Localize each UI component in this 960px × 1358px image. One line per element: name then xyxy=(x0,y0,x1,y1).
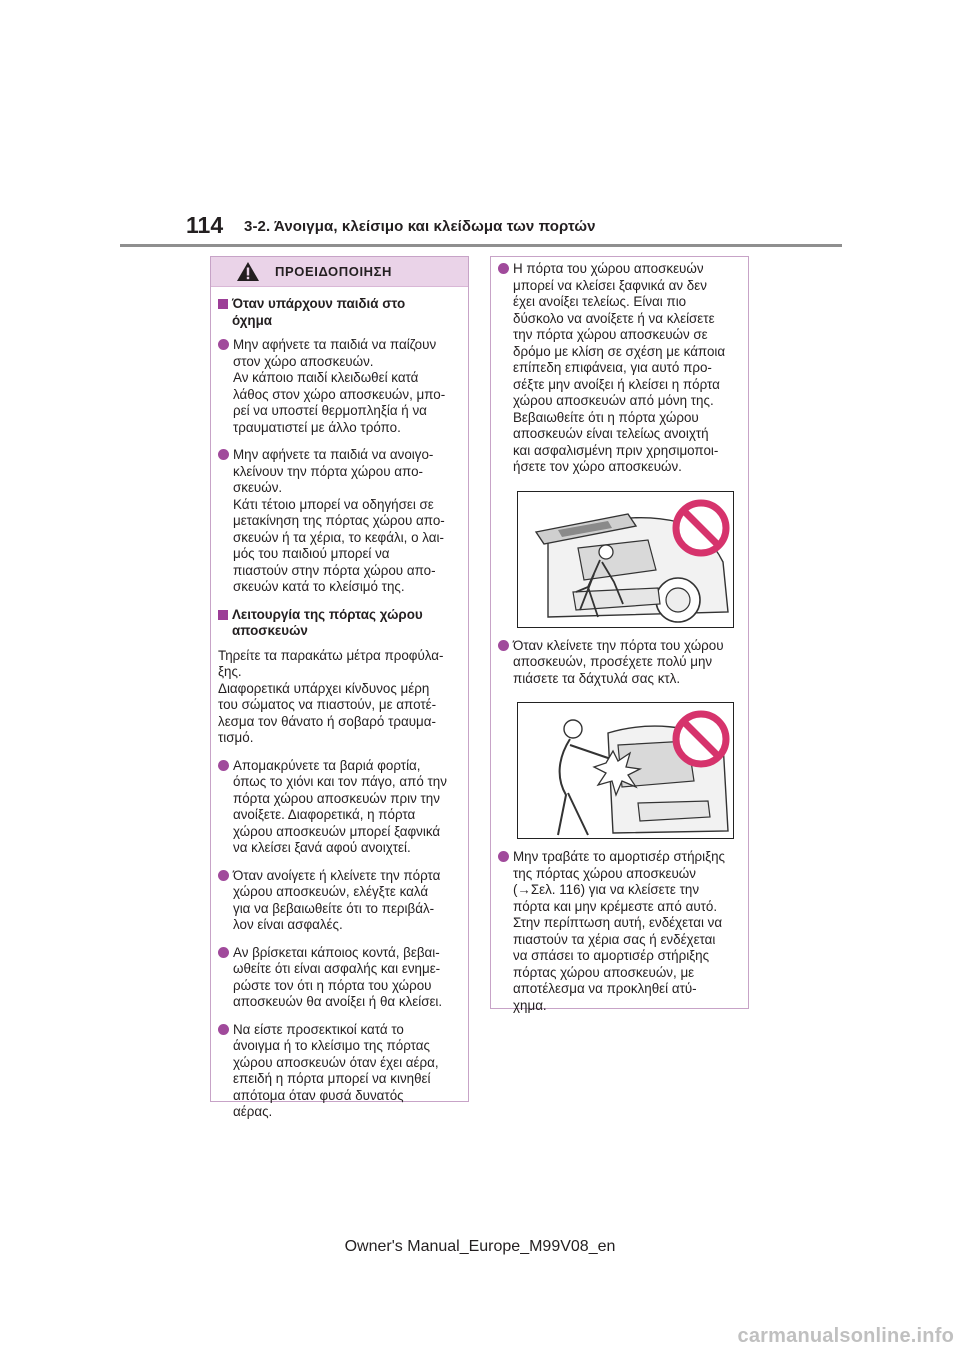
warning-box xyxy=(210,256,469,1119)
bullet-item: Να είστε προσεκτικοί κατά το άνοιγμα ή το κλείσιμο της πόρτας χώρου αποσκευών όταν έχει αέρα, επειδή η πόρτα μπορεί να κινηθεί απότομα όταν φυσά δυνατός αέρας. xyxy=(218,1022,460,1121)
circle-bullet-icon xyxy=(498,640,509,651)
intro-paragraph: Τηρείτε τα παρακάτω μέτρα προφύλα- ξης. Διαφορετικά υπάρχει κίνδυνος μέρη του σώματος να πιαστούν, με αποτέ- λεσμα τον θάνατο ή σοβαρό τραυμα- τισμό. xyxy=(218,647,444,745)
subhead-back-door-operation: Λειτουργία της πόρτας χώρου αποσκευών xyxy=(218,607,460,640)
bullet-item: Η πόρτα του χώρου αποσκευών μπορεί να κλείσει ξαφνικά αν δεν έχει ανοίξει τελείως. Είναι πιο δύσκολο να ανοίξετε ή να κλείσετε την πόρτα χώρου αποσκευών σε δρόμο με κλίση σε σχέση με κάποια επίπεδη επιφάνεια, για αυτό προ- σέξτε μην ανοίξει ή κλείσει η πόρτα χώρου αποσκευών από μόνη της. Βεβαιωθείτε ότι η πόρτα χώρου αποσκευών είναι τελείως ανοιχτή και ασφαλισμένη πριν χρησιμοποι- ήσετε τον χώρο αποσκευών. xyxy=(498,261,740,476)
bullet-item: Μην αφήνετε τα παιδιά να ανοιγο- κλείνουν την πόρτα χώρου απο- σκευών. Κάτι τέτοιο μπορεί να οδηγήσει σε μετακίνηση της πόρτας χώρου απο- σκευών ή τα χέρια, το κεφάλι, ο λαι- μός του παιδιού μπορεί να πιαστούν στην πόρτα χώρου απο- σκευών κατά το κλείσιμό της. xyxy=(218,447,460,596)
warning-box-continued xyxy=(490,256,749,1013)
page-number: 114 xyxy=(186,212,224,238)
warning-title: ΠΡΟΕΙΔΟΠΟΙΗΣΗ xyxy=(275,264,393,279)
warning-triangle-icon xyxy=(236,261,260,282)
bullet-item: Μην τραβάτε το αμορτισέρ στήριξης της πόρτας χώρου αποσκευών (→Σελ. 116) για να κλείσετε την πόρτα και μην κρέμεστε από αυτό. Στην περίπτωση αυτή, ενδέχεται να πιαστούν τα χέρια σας ή ενδέχεται να σπάσει το αμορτισέρ στήριξης πόρτας χώρου αποσκευών, με αποτέλεσμα να προκληθεί ατύ- χημα. xyxy=(498,849,740,1014)
section-title: 3-2. Άνοιγμα, κλείσιμο και κλείδωμα των πορτών xyxy=(244,218,596,235)
header-divider xyxy=(120,244,842,247)
square-bullet-icon xyxy=(218,610,228,620)
warning-content-right xyxy=(491,257,748,1014)
bullet-item: Όταν ανοίγετε ή κλείνετε την πόρτα χώρου αποσκευών, ελέγξτε καλά για να βεβαιωθείτε ότι το περιβάλ- λον είναι ασφαλές. xyxy=(218,868,460,934)
circle-bullet-icon xyxy=(218,449,229,460)
car-back-door-illustration xyxy=(518,492,734,628)
bullet-item: Μην αφήνετε τα παιδιά να παίζουν στον χώρο αποσκευών. Αν κάποιο παιδί κλειδωθεί κατά λάθος στον χώρο αποσκευών, μπο- ρεί να υποστεί θερμοπληξία ή να τραυματιστεί με άλλο τρόπο. xyxy=(218,337,460,436)
subhead-children: Όταν υπάρχουν παιδιά στο όχημα xyxy=(218,296,460,329)
circle-bullet-icon xyxy=(498,851,509,862)
watermark: carmanualsonline.info xyxy=(737,1325,954,1347)
circle-bullet-icon xyxy=(218,1024,229,1035)
footer-manual-name: Owner's Manual_Europe_M99V08_en xyxy=(344,1238,616,1255)
circle-bullet-icon xyxy=(218,339,229,350)
circle-bullet-icon xyxy=(218,870,229,881)
bullet-item: Αν βρίσκεται κάποιος κοντά, βεβαι- ωθείτε ότι είναι ασφαλής και ενημε- ρώστε τον ότι η πόρτα του χώρου αποσκευών θα ανοίξει ή θα κλείσει. xyxy=(218,945,460,1011)
bullet-item: Απομακρύνετε τα βαριά φορτία, όπως το χιόνι και τον πάγο, από την πόρτα χώρου αποσκευών πριν την ανοίξετε. Διαφορετικά, η πόρτα χώρου αποσκευών μπορεί ξαφνικά να κλείσει ξανά αφού ανοιχτεί. xyxy=(218,758,460,857)
warning-header xyxy=(211,257,468,287)
illustration-child-under-door xyxy=(517,491,734,628)
closing-door-illustration xyxy=(518,703,734,839)
bullet-item: Όταν κλείνετε την πόρτα του χώρου αποσκευών, προσέχετε πολύ μην πιάσετε τα δάχτυλά σας κτλ. xyxy=(498,638,740,688)
circle-bullet-icon xyxy=(498,263,509,274)
circle-bullet-icon xyxy=(218,760,229,771)
page-header xyxy=(0,0,960,250)
square-bullet-icon xyxy=(218,299,228,309)
warning-content-left xyxy=(211,287,468,1121)
circle-bullet-icon xyxy=(218,947,229,958)
illustration-fingers-caught xyxy=(517,702,734,839)
